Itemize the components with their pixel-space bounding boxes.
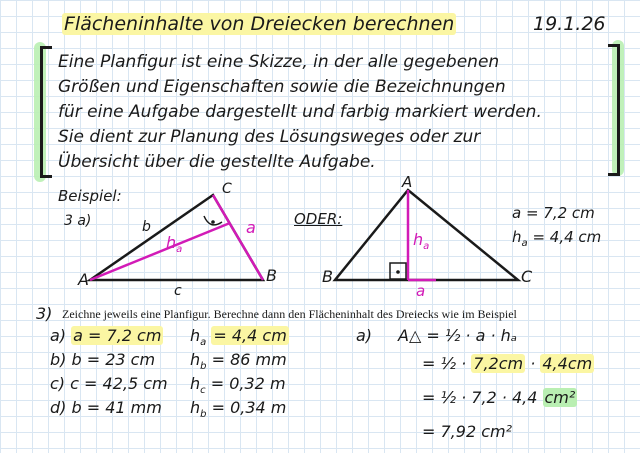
t1-vertex-b: B <box>266 266 277 285</box>
item-d-height: $h_b = 0,34$ m <box>190 398 287 421</box>
solution-line-1: A△ = ½ · a · hₐ <box>398 326 518 345</box>
oder-label: ODER: <box>294 210 343 228</box>
definition-line-2: Größen und Eigenschaften sowie die Bezeichnungen <box>58 77 506 97</box>
item-c: c) c = 42,5 cm <box>50 374 168 393</box>
t2-vertex-c: C <box>521 267 533 286</box>
item-b: b) b = 23 cm <box>50 350 156 369</box>
t2-height-label: $h_a$ <box>413 230 430 253</box>
date-label: 19.1.26 <box>533 13 606 35</box>
t2-base-a-label: a <box>416 282 426 300</box>
item-d: d) b = 41 mm <box>50 398 162 417</box>
t1-vertex-a: A <box>78 270 89 289</box>
t2-vertex-a: A <box>402 173 413 191</box>
item-a-height: $h_a = 4,4$ cm <box>190 326 287 349</box>
solution-label: a) <box>356 326 373 345</box>
triangle-1-right-angle-dot <box>211 220 215 224</box>
solution-line-2: = ½ · 7,2cm · 4,4cm <box>422 354 593 373</box>
page-title: Flächeninhalte von Dreiecken berechnen <box>64 13 455 35</box>
definition-line-5: Übersicht über die gestellte Aufgabe. <box>58 152 376 172</box>
definition-line-3: für eine Aufgabe dargestellt und farbig markiert werden. <box>58 102 542 122</box>
triangle-1-side-a <box>213 195 263 280</box>
t1-side-b-label: b <box>142 219 151 235</box>
definition-line-4: Sie dient zur Planung des Lösungsweges oder zur <box>58 127 481 147</box>
t1-vertex-c: C <box>222 181 232 197</box>
t2-vertex-b: B <box>322 267 333 286</box>
definition-line-1: Eine Planfigur ist eine Skizze, in der alle gegebenen <box>58 52 500 72</box>
task-text: Zeichne jeweils eine Planfigur. Berechne dann den Flächeninhalt des Dreiecks wie im Beispiel <box>62 307 517 321</box>
t1-side-c-label: c <box>174 283 182 299</box>
task-number: 3) <box>36 304 53 323</box>
item-c-height: $h_c = 0,32$ m <box>190 374 286 397</box>
t1-height-label: $h_a$ <box>166 233 183 256</box>
solution-line-4: = 7,92 cm² <box>422 422 512 441</box>
t1-side-a-label: a <box>246 218 256 237</box>
given-height: $h_a = 4,4$ cm <box>512 228 602 249</box>
example-sub: 3 a) <box>64 213 92 229</box>
given-side-a: a = 7,2 cm <box>512 204 595 222</box>
item-a: a) a = 7,2 cm <box>50 326 162 345</box>
triangle-2-right-angle-dot <box>396 270 400 274</box>
example-heading: Beispiel: <box>58 187 122 205</box>
item-b-height: $h_b = 86$ mm <box>190 350 287 373</box>
solution-line-3: = ½ · 7,2 · 4,4 cm² <box>422 388 576 407</box>
